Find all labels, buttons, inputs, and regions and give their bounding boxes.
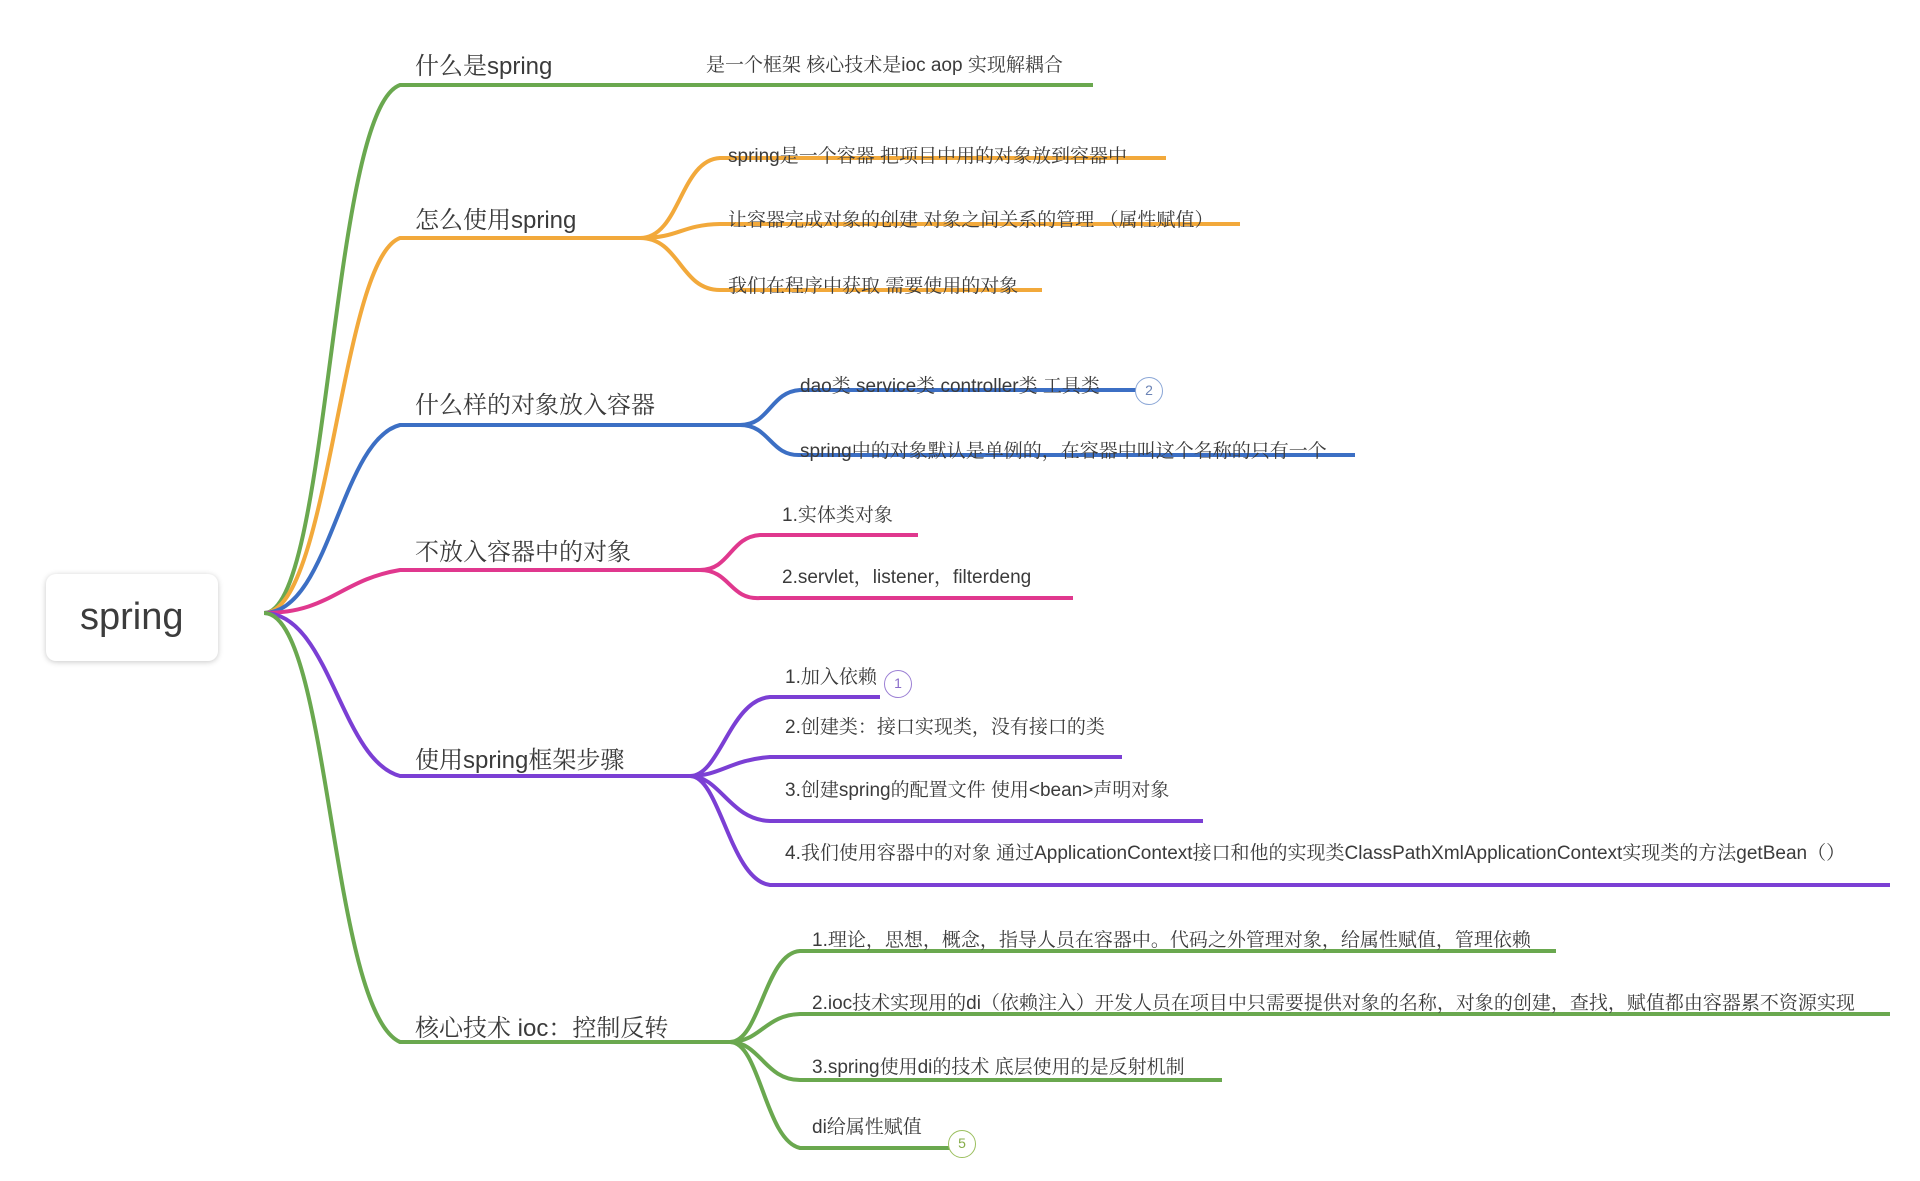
leaf-spring-steps-4[interactable]	[785, 838, 1845, 865]
branch-label: 怎么使用spring	[415, 207, 577, 234]
leaf-label: dao类 service类 controller类 工具类	[800, 376, 1100, 397]
branch-core-ioc[interactable]	[415, 1008, 668, 1043]
leaf-label: 1.理论，思想，概念，指导人员在容器中。代码之外管理对象，给属性赋值，管理依赖	[812, 930, 1531, 951]
leaf-label: 1.实体类对象	[782, 505, 893, 526]
leaf-how-to-use-2[interactable]	[728, 205, 1214, 232]
leaf-core-ioc-2[interactable]	[812, 988, 1855, 1015]
branch-label: 不放入容器中的对象	[415, 539, 631, 566]
leaf-label: 1.加入依赖	[785, 667, 877, 688]
leaf-label: di给属性赋值	[812, 1117, 922, 1138]
leaf-label: 2.servlet，listener，filterdeng	[782, 567, 1032, 588]
branch-spring-steps[interactable]	[415, 740, 624, 775]
leaf-spring-steps-3[interactable]	[785, 775, 1169, 802]
badge-marker-1[interactable]	[884, 670, 912, 698]
leaf-label: 3.创建spring的配置文件 使用<bean>声明对象	[785, 780, 1170, 801]
leaf-how-to-use-1[interactable]	[728, 141, 1127, 168]
leaf-label: 4.我们使用容器中的对象 通过ApplicationContext接口和他的实现类ClassPathXmlApplicationContext实现类的方法getBean（）	[785, 843, 1846, 864]
branch-label: 什么样的对象放入容器	[415, 392, 655, 419]
leaf-label: 3.spring使用di的技术 底层使用的是反射机制	[812, 1057, 1185, 1078]
branch-objects-in-container[interactable]	[415, 385, 655, 420]
badge-marker-2[interactable]	[1135, 377, 1163, 405]
leaf-label: spring中的对象默认是单例的，在容器中叫这个名称的只有一个	[800, 441, 1327, 462]
leaf-label: 我们在程序中获取 需要使用的对象	[728, 276, 1019, 297]
branch-what-is-spring[interactable]	[415, 46, 552, 81]
leaf-core-ioc-4[interactable]	[812, 1112, 922, 1139]
leaf-label: 让容器完成对象的创建 对象之间关系的管理 （属性赋值）	[728, 210, 1214, 231]
leaf-objects-in-container-1[interactable]	[800, 371, 1100, 398]
mindmap-root-node[interactable]	[46, 574, 218, 661]
badge-label: 2	[1145, 382, 1153, 398]
leaf-spring-steps-2[interactable]	[785, 712, 1105, 739]
leaf-core-ioc-1[interactable]	[812, 925, 1531, 952]
leaf-how-to-use-3[interactable]	[728, 271, 1018, 298]
branch-label: 什么是spring	[415, 53, 553, 80]
leaf-label: 2.创建类：接口实现类，没有接口的类	[785, 717, 1105, 738]
branch-objects-not-in-container[interactable]	[415, 532, 631, 567]
badge-label: 1	[894, 675, 902, 691]
leaf-label: spring是一个容器 把项目中用的对象放到容器中	[728, 146, 1128, 167]
leaf-label: 2.ioc技术实现用的di（依赖注入）开发人员在项目中只需要提供对象的名称，对象的创建，查找，赋值都由容器累不资源实现	[812, 993, 1855, 1014]
badge-label: 5	[958, 1135, 966, 1151]
branch-how-to-use-spring[interactable]	[415, 200, 576, 235]
root-label: spring	[80, 596, 184, 638]
leaf-objects-in-container-2[interactable]	[800, 436, 1327, 463]
branch-label: 核心技术 ioc：控制反转	[415, 1015, 669, 1042]
leaf-not-in-container-1[interactable]	[782, 500, 893, 527]
leaf-not-in-container-2[interactable]	[782, 562, 1031, 589]
leaf-spring-steps-1[interactable]	[785, 662, 877, 689]
branch-label: 使用spring框架步骤	[415, 747, 625, 774]
leaf-core-ioc-3[interactable]	[812, 1052, 1185, 1079]
badge-marker-5[interactable]	[948, 1130, 976, 1158]
leaf-what-is-spring-1[interactable]	[706, 50, 1063, 77]
leaf-label: 是一个框架 核心技术是ioc aop 实现解耦合	[706, 55, 1063, 76]
